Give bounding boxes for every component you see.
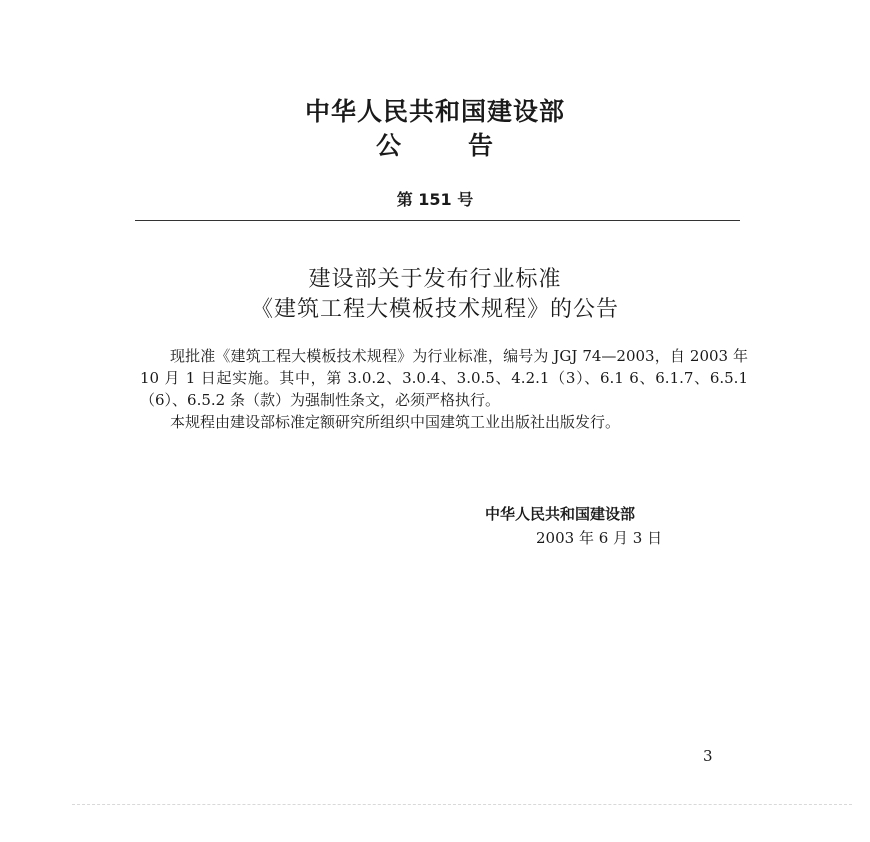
notice-number: 第 151 号 xyxy=(396,190,474,209)
notice-char-gong: 公 xyxy=(375,131,402,160)
page-number: 3 xyxy=(703,747,713,765)
issuer-heading: 中华人民共和国建设部 xyxy=(304,97,565,126)
announcement-body xyxy=(140,345,748,433)
body-paragraph-approval: 现批准《建筑工程大模板技术规程》为行业标准，编号为 JGJ 74—2003，自 2003 年 10 月 1 日起实施。其中，第 3.0.2、3.0.4、3.0.5、4.2.1（3）、6.1 6、6.1.7、6.5.1（6）、6.5.2 条（款）为强制性条文，必须严格执行。 xyxy=(140,347,748,409)
signature-organization: 中华人民共和国建设部 xyxy=(485,505,636,523)
announcement-title-line1: 建设部关于发布行业标准 xyxy=(308,267,562,292)
scan-edge-line xyxy=(72,804,852,805)
announcement-title-line2: 《建筑工程大模板技术规程》的公告 xyxy=(250,297,619,322)
notice-char-gao: 告 xyxy=(468,131,495,160)
body-paragraph-publisher: 本规程由建设部标准定额研究所组织中国建筑工业出版社出版发行。 xyxy=(170,413,621,431)
header-divider xyxy=(135,220,740,221)
notice-heading xyxy=(0,126,870,162)
signature-date: 2003 年 6 月 3 日 xyxy=(536,529,663,547)
